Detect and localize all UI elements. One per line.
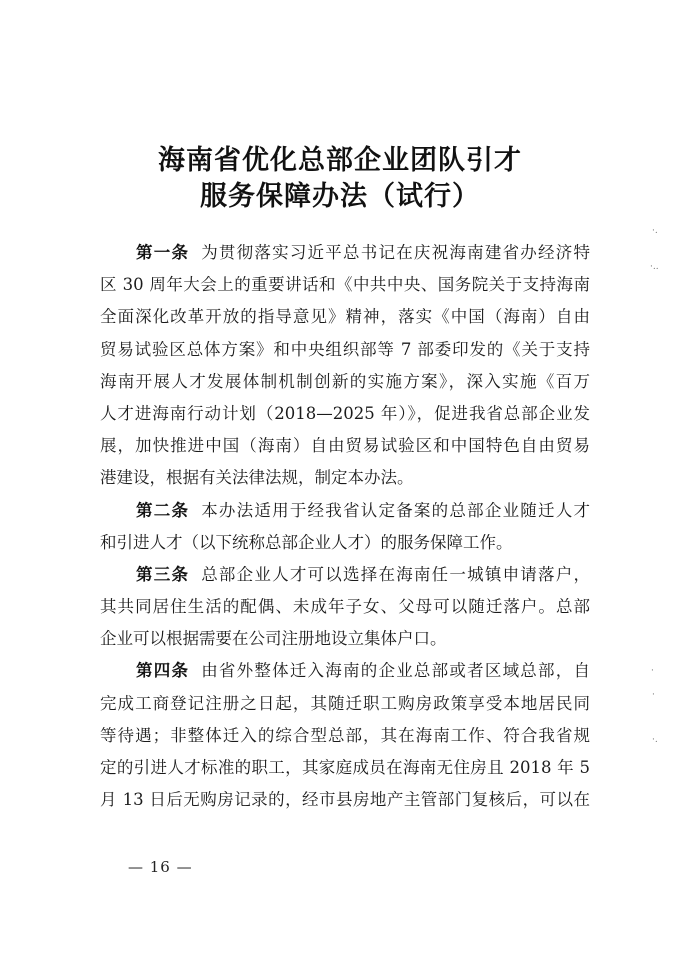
article-3-line-1 xyxy=(100,559,590,591)
article-4-line-1 xyxy=(100,655,590,687)
article-1-line-1 xyxy=(100,237,590,269)
article-text-line: 港建设，根据有关法律法规，制定本办法。 xyxy=(100,468,414,488)
article-heading: 第一条 xyxy=(136,243,190,262)
article-heading: 第二条 xyxy=(136,500,190,520)
article-text-line: 展，加快推进中国（海南）自由贸易试验区和中国特色自由贸易 xyxy=(100,436,590,456)
article-text-line: 海南开展人才发展体制机制创新的实施方案》，深入实施《百万 xyxy=(100,371,590,391)
article-text: 为贯彻落实习近平总书记在庆祝海南建省办经济特 xyxy=(201,243,591,262)
article-text-line: 区 30 周年大会上的重要讲话和《中共中央、国务院关于支持海南 xyxy=(100,275,590,295)
article-text-line: 其共同居住生活的配偶、未成年子女、父母可以随迁落户。总部 xyxy=(100,597,590,617)
article-text: 总部企业人才可以选择在海南任一城镇申请落户， xyxy=(201,564,591,584)
article-text-line: 定的引进人才标准的职工，其家庭成员在海南无住房且 2018 年 5 xyxy=(100,758,590,777)
page-number: — 16 — xyxy=(128,858,193,876)
article-text: 由省外整体迁入海南的企业总部或者区域总部，自 xyxy=(201,661,591,681)
scan-speck: · xyxy=(651,666,654,676)
article-heading: 第三条 xyxy=(136,564,190,584)
article-text-line: 贸易试验区总体方案》和中央组织部等 7 部委印发的《关于支持 xyxy=(100,339,590,359)
article-text: 本办法适用于经我省认定备案的总部企业随迁人才 xyxy=(201,500,591,520)
article-text-line: 企业可以根据需要在公司注册地设立集体户口。 xyxy=(100,629,447,649)
article-text-line: 月 13 日后无购房记录的，经市县房地产主管部门复核后，可以在 xyxy=(100,790,590,810)
article-text-line: 等待遇；非整体迁入的综合型总部，其在海南工作、符合我省规 xyxy=(100,725,590,745)
article-text-line: 完成工商登记注册之日起，其随迁职工购房政策享受本地居民同 xyxy=(100,693,590,713)
article-text-line: 和引进人才（以下统称总部企业人才）的服务保障工作。 xyxy=(100,532,513,552)
article-text-line: 人才进海南行动计划（2018—2025 年）》，促进我省总部企业发 xyxy=(100,403,590,423)
scan-speck: ·.. xyxy=(650,262,659,272)
article-heading: 第四条 xyxy=(136,661,190,681)
document-body xyxy=(100,237,590,816)
document-title-line-1: 海南省优化总部企业团队引才 xyxy=(158,145,522,176)
scan-speck: ·. xyxy=(652,226,658,236)
scan-speck: · xyxy=(652,690,655,700)
article-2-line-1 xyxy=(100,495,590,527)
document-title-line-2: 服务保障办法（试行） xyxy=(200,181,480,212)
article-text-line: 全面深化改革开放的指导意见》精神，落实《中国（海南）自由 xyxy=(100,307,590,327)
scan-speck: ·. xyxy=(652,735,658,745)
